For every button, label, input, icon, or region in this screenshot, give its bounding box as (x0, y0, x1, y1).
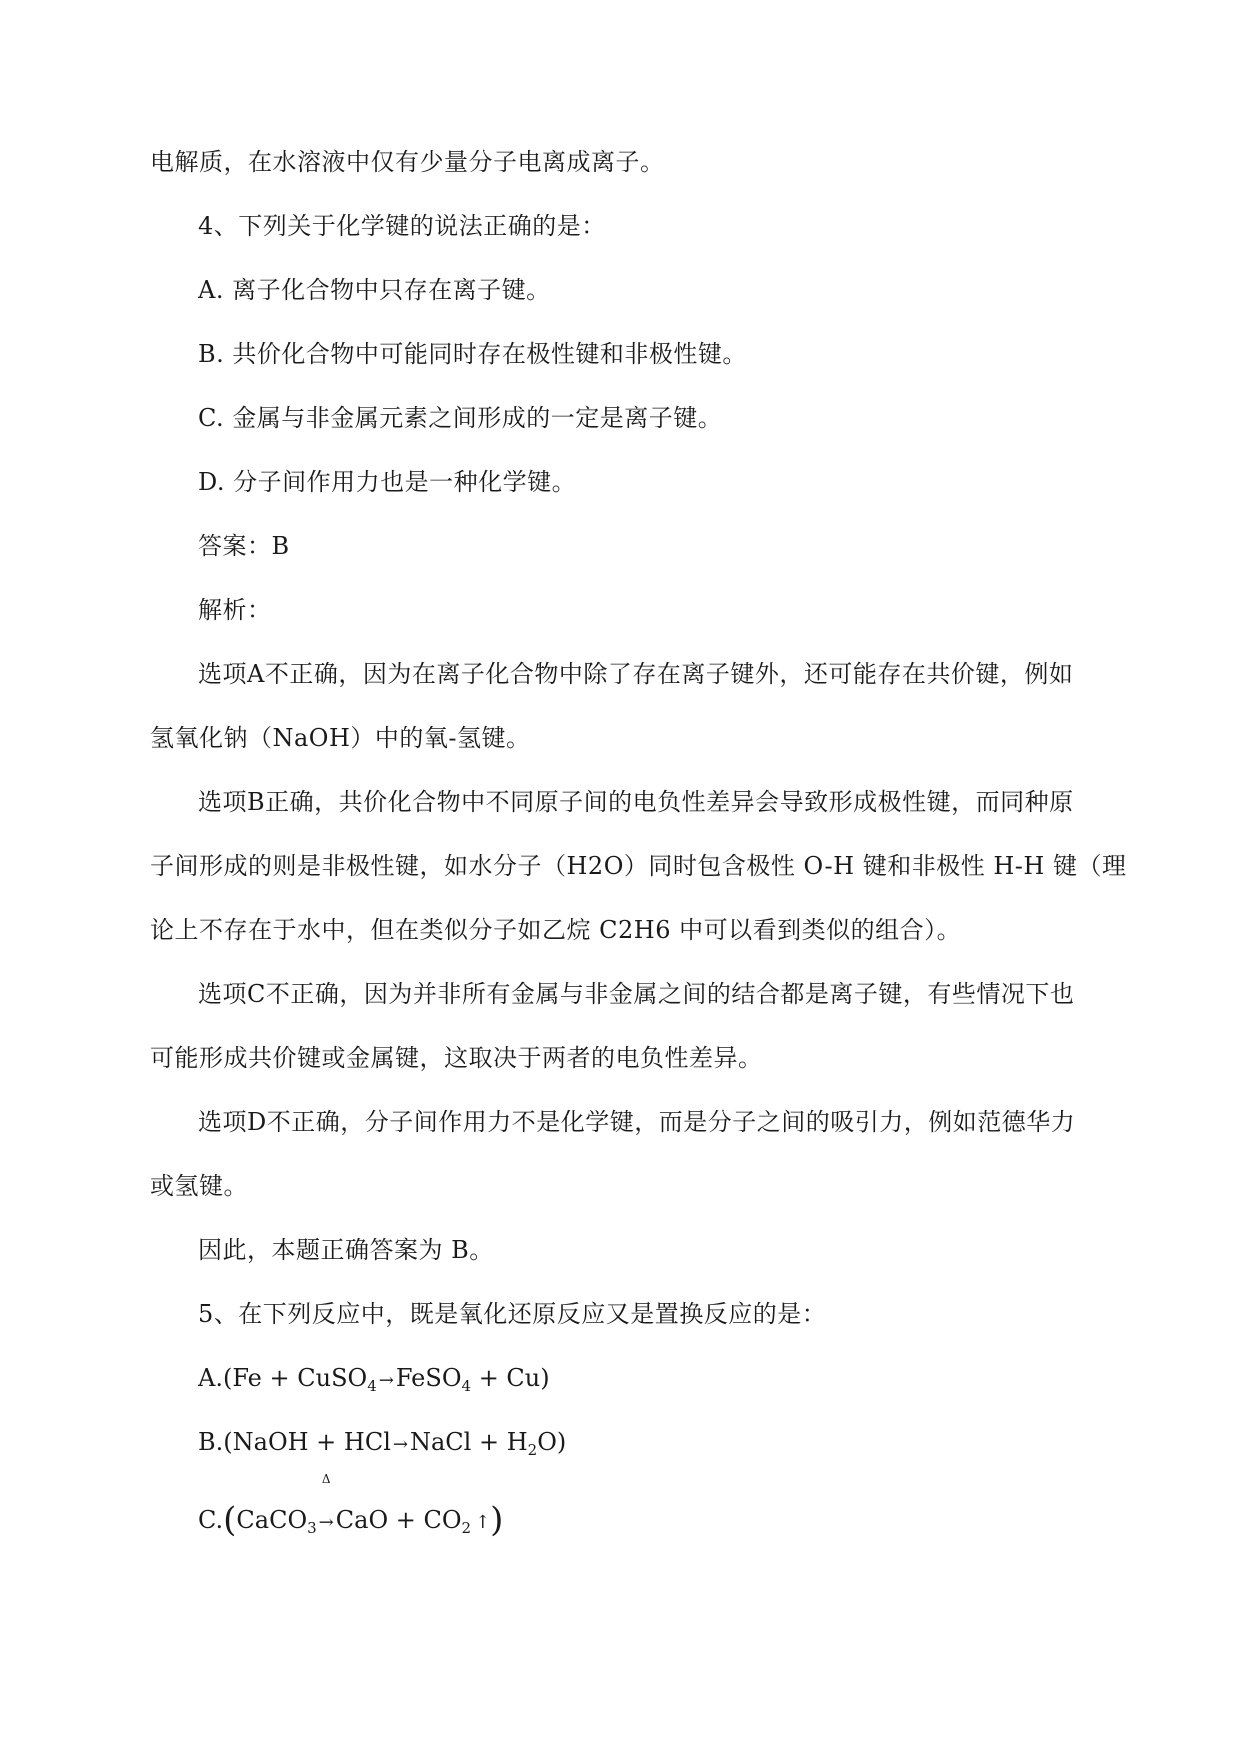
close-paren: ) (556, 1428, 567, 1456)
question-5-option-b (150, 1410, 1090, 1474)
subscript: 4 (461, 1377, 472, 1395)
heat-reaction-arrow (318, 1472, 334, 1555)
open-paren: ( (223, 1500, 237, 1540)
option-label: B. (198, 1428, 224, 1456)
product-text: O (537, 1428, 557, 1456)
close-paren: ) (540, 1364, 550, 1392)
question-5-option-a (150, 1346, 1090, 1410)
analysis-heading: 解析： (198, 596, 272, 624)
product-text: + Cu (471, 1364, 541, 1392)
option-label: A. (198, 1364, 223, 1392)
question-5-stem: 5、在下列反应中，既是氧化还原反应又是置换反应的是： (198, 1300, 827, 1328)
reactant-text: NaOH + HCl (232, 1428, 391, 1456)
question-4-stem: 4、下列关于化学键的说法正确的是： (198, 212, 606, 240)
analysis-d-line-1: 选项D不正确，分子间作用力不是化学键，而是分子之间的吸引力，例如范德华力 (198, 1108, 1076, 1136)
reactant-text: CaCO (236, 1506, 308, 1534)
gas-up-arrow-icon: ↑ (475, 1512, 491, 1533)
analysis-a-line-2: 氢氧化钠（NaOH）中的氧-氢键。 (150, 724, 531, 752)
question-4-option-d: D. 分子间作用力也是一种化学键。 (198, 468, 577, 496)
paragraph-line: 电解质，在水溶液中仅有少量分子电离成离子。 (150, 148, 665, 176)
answer-line: 答案：B (198, 532, 290, 560)
document-page (150, 130, 1127, 1552)
option-label: C. (198, 1506, 224, 1534)
subscript: 4 (367, 1377, 377, 1395)
reaction-arrow: → (392, 1434, 408, 1455)
conclusion-line: 因此，本题正确答案为 B。 (198, 1236, 494, 1264)
question-4-option-c: C. 金属与非金属元素之间形成的一定是离子键。 (198, 404, 723, 432)
question-4-option-a: A. 离子化合物中只存在离子键。 (198, 276, 551, 304)
heat-symbol: Δ (321, 1472, 331, 1486)
subscript: 2 (527, 1441, 538, 1459)
analysis-d-line-2: 或氢键。 (150, 1172, 248, 1200)
analysis-a-line-1: 选项A不正确，因为在离子化合物中除了存在离子键外，还可能存在共价键，例如 (198, 660, 1074, 688)
open-paren: ( (222, 1364, 233, 1392)
analysis-c-line-2: 可能形成共价键或金属键，这取决于两者的电负性差异。 (150, 1044, 763, 1072)
subscript: 3 (307, 1519, 317, 1537)
reactant-text: Fe + CuSO (232, 1364, 368, 1392)
subscript: 2 (461, 1519, 472, 1537)
analysis-b-line-3: 论上不存在于水中，但在类似分子如乙烷 C2H6 中可以看到类似的组合）。 (150, 916, 962, 944)
analysis-b-line-1: 选项B正确，共价化合物中不同原子间的电负性差异会导致形成极性键，而同种原 (198, 788, 1074, 816)
open-paren: ( (223, 1428, 233, 1456)
close-paren: ) (490, 1500, 504, 1540)
analysis-b-line-2: 子间形成的则是非极性键，如水分子（H2O）同时包含极性 O-H 键和非极性 H-H 键（理 (150, 852, 1127, 880)
product-text: CaO + CO (335, 1506, 462, 1534)
question-4-option-b: B. 共价化合物中可能同时存在极性键和非极性键。 (198, 340, 747, 368)
question-5-option-c (150, 1472, 1090, 1552)
reaction-arrow: → (378, 1370, 394, 1391)
product-text: NaCl + H (409, 1428, 528, 1456)
product-text: FeSO (395, 1364, 462, 1392)
analysis-c-line-1: 选项C不正确，因为并非所有金属与非金属之间的结合都是离子键，有些情况下也 (198, 980, 1075, 1008)
reaction-arrow: → (318, 1512, 334, 1533)
